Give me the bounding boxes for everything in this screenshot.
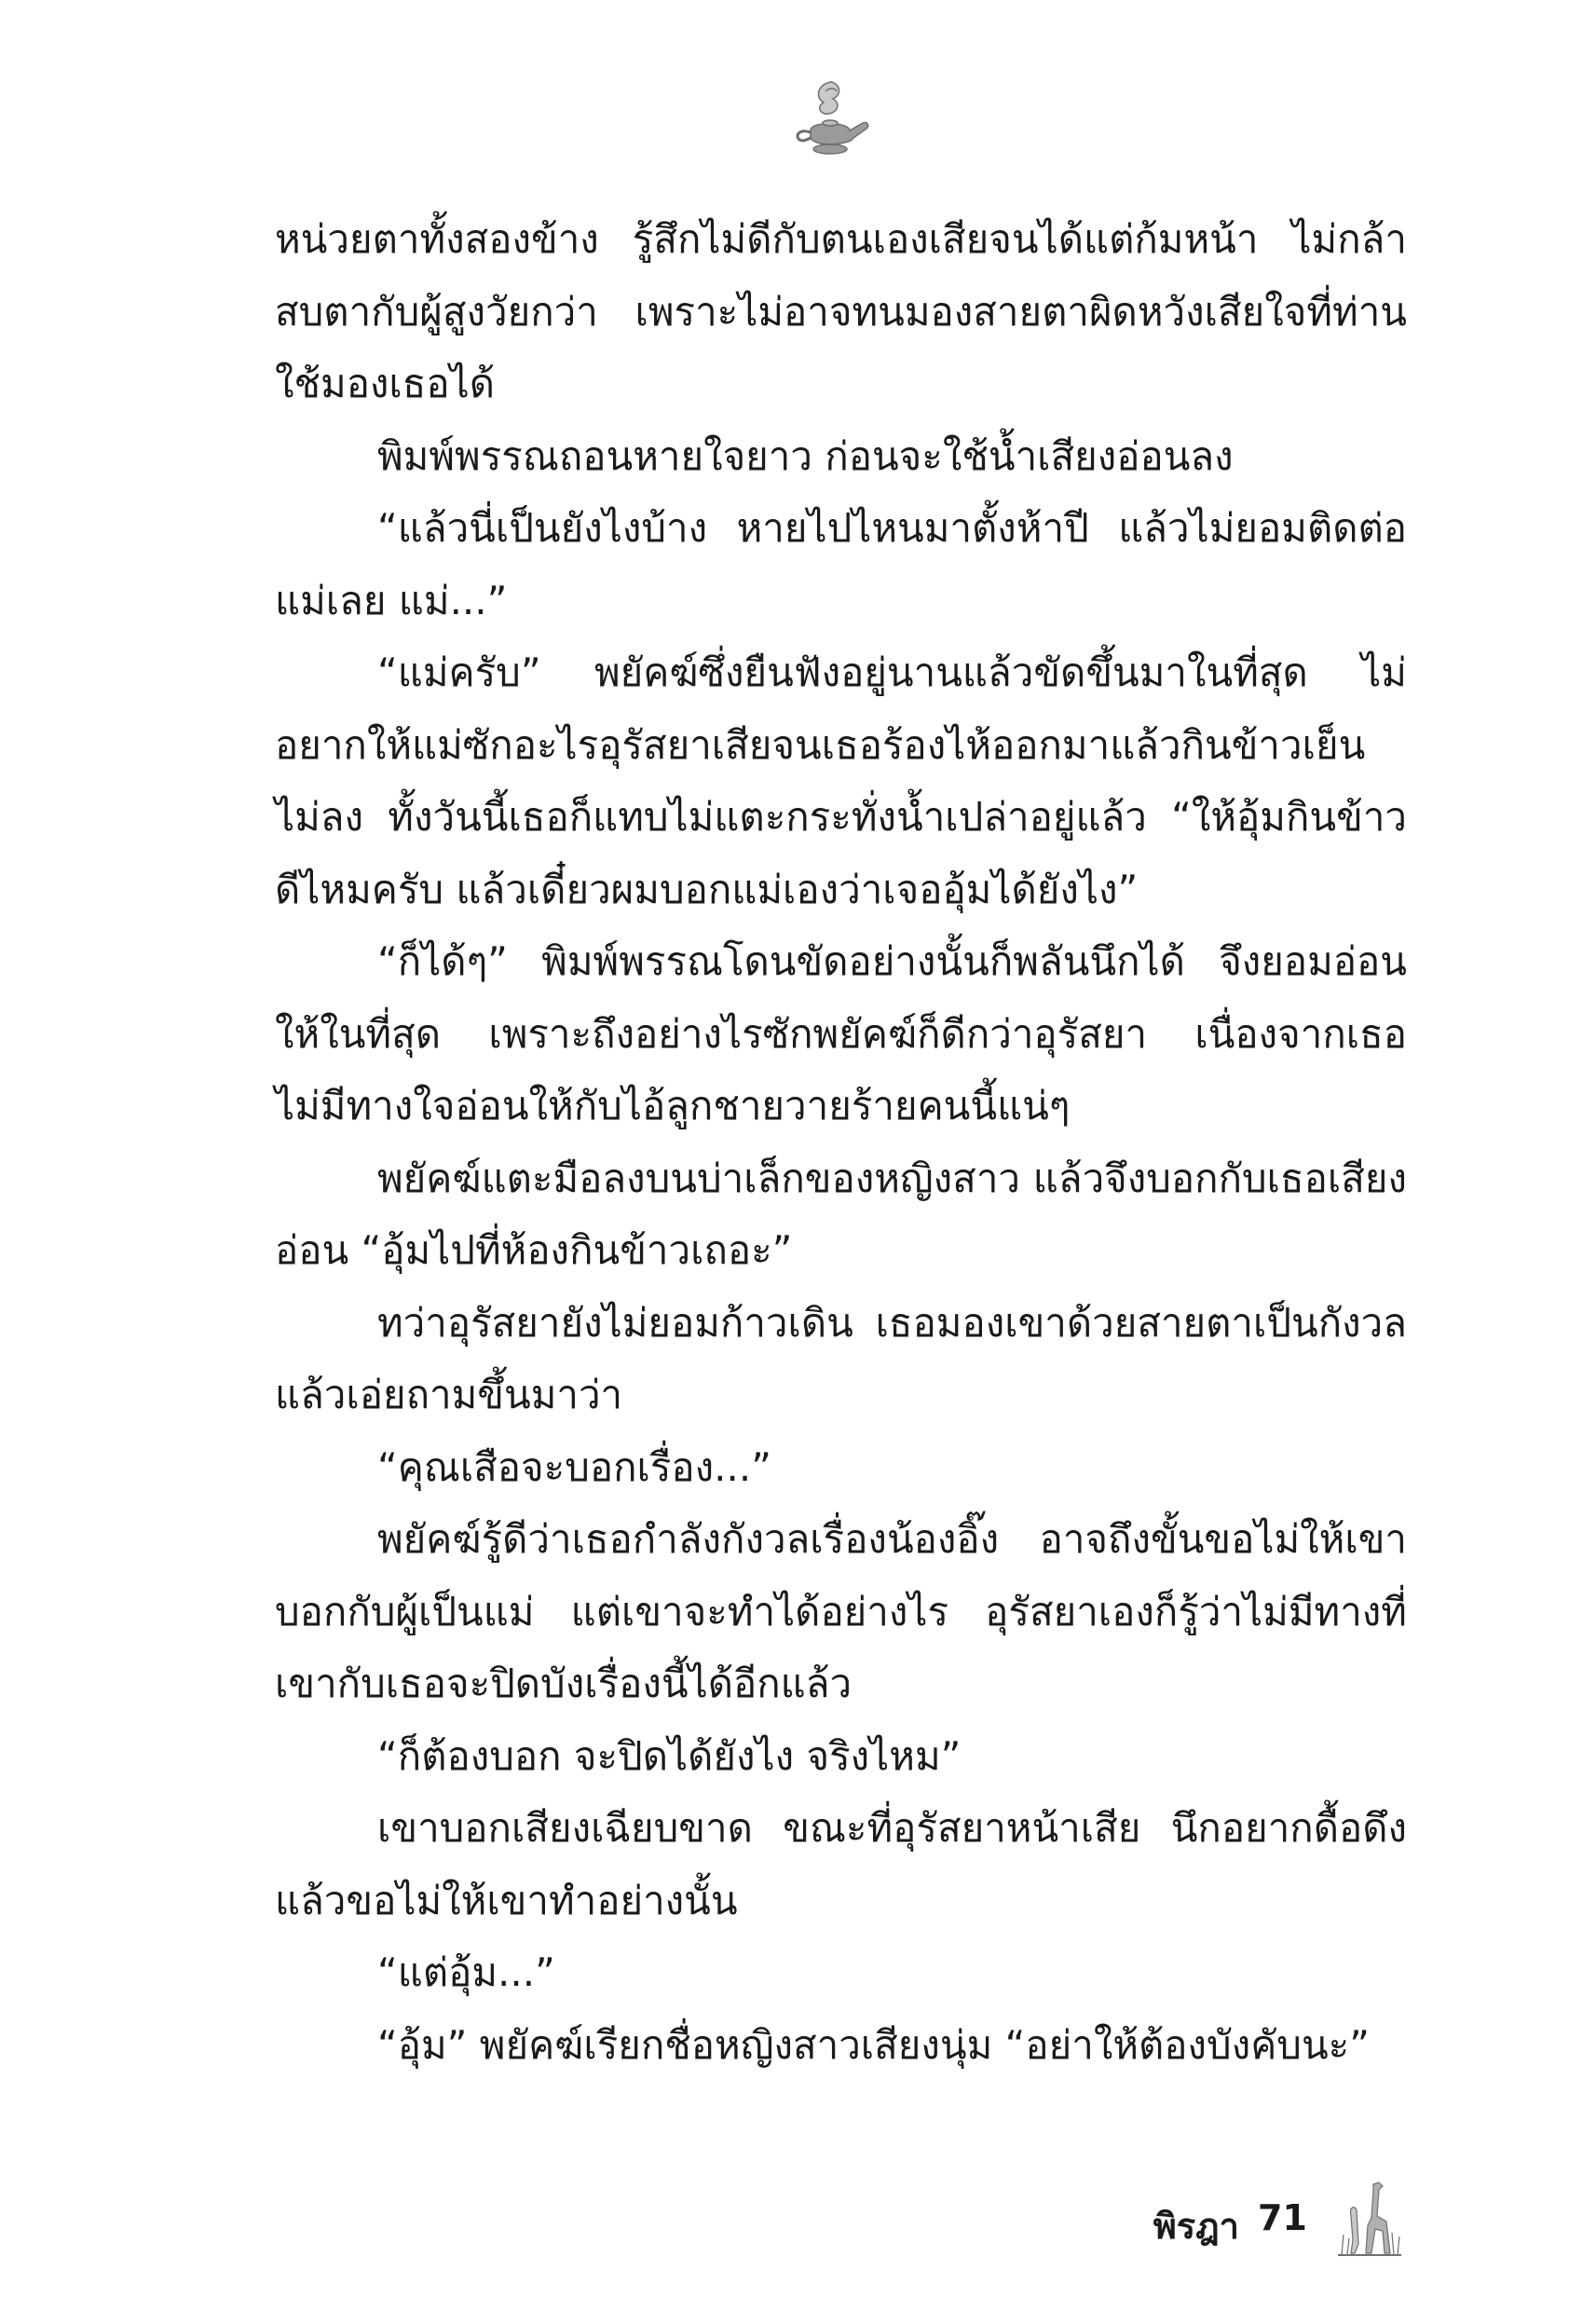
- paragraph: “แต่อุ้ม...”: [377, 1949, 555, 1995]
- book-title: พิรฎา: [1153, 2206, 1239, 2247]
- paragraph: หน่วยตาทั้งสองข้าง รู้สึกไม่ดีกับตนเองเสียจนได้แต่ก้มหน้า ไม่กล้าสบตากับผู้สูงวัยกว่า เพราะไม่อาจทนมองสายตาผิดหวังเสียใจที่ท่านใช้มองเธอได้: [275, 216, 1407, 406]
- body-text: [275, 203, 1407, 2081]
- paragraph: “แล้วนี่เป็นยังไงบ้าง หายไปไหนมาตั้งห้าปี แล้วไม่ยอมติดต่อแม่เลย แม่...”: [275, 505, 1407, 623]
- paragraph: “คุณเสือจะบอกเรื่อง...”: [377, 1443, 771, 1490]
- paragraph: “ก็ได้ๆ” พิมพ์พรรณโดนขัดอย่างนั้นก็พลันนึกได้ จึงยอมอ่อนให้ในที่สุด เพราะถึงอย่างไรซักพยัคฆ์ก็ดีกว่าอุรัสยา เนื่องจากเธอไม่มีทางใจอ่อนให้กับไอ้ลูกชายวายร้ายคนนี้แน่ๆ: [275, 938, 1407, 1128]
- page-number: 71: [1258, 2197, 1307, 2238]
- paragraph: พิมพ์พรรณถอนหายใจยาว ก่อนจะใช้น้ำเสียงอ่อนลง: [377, 432, 1234, 479]
- page-footer: [1099, 2179, 1416, 2263]
- genie-lamp-icon: [773, 75, 885, 168]
- paragraph: ทว่าอุรัสยายังไม่ยอมก้าวเดิน เธอมองเขาด้วยสายตาเป็นกังวลแล้วเอ่ยถามขึ้นมาว่า: [275, 1299, 1407, 1417]
- paragraph: “อุ้ม” พยัคฆ์เรียกชื่อหญิงสาวเสียงนุ่ม “อย่าให้ต้องบังคับนะ”: [377, 2021, 1370, 2068]
- paragraph: เขาบอกเสียงเฉียบขาด ขณะที่อุรัสยาหน้าเสีย นึกอยากดื้อดึงแล้วขอไม่ให้เขาทำอย่างนั้น: [275, 1805, 1407, 1923]
- paragraph: พยัคฆ์แตะมือลงบนบ่าเล็กของหญิงสาว แล้วจึงบอกกับเธอเสียงอ่อน “อุ้มไปที่ห้องกินข้าวเถอะ”: [275, 1155, 1407, 1273]
- giraffe-icon: [1332, 2179, 1407, 2263]
- paragraph: “แม่ครับ” พยัคฆ์ซึ่งยืนฟังอยู่นานแล้วขัดขึ้นมาในที่สุด ไม่อยากให้แม่ซักอะไรอุรัสยาเสียจนเธอร้องไห้ออกมาแล้วกินข้าวเย็นไม่ลง ทั้งวันนี้เธอก็แทบไม่แตะกระทั่งน้ำเปล่าอยู่แล้ว “ให้อุ้มกินข้าวดีไหมครับ แล้วเดี๋ยวผมบอกแม่เองว่าเจออุ้มได้ยังไง”: [275, 650, 1407, 912]
- paragraph: “ก็ต้องบอก จะปิดได้ยังไง จริงไหม”: [377, 1732, 962, 1779]
- paragraph: พยัคฆ์รู้ดีว่าเธอกำลังกังวลเรื่องน้องอิ๊ง อาจถึงขั้นขอไม่ให้เขาบอกกับผู้เป็นแม่ แต่เขาจะทำได้อย่างไร อุรัสยาเองก็รู้ว่าไม่มีทางที่เขากับเธอจะปิดบังเรื่องนี้ได้อีกแล้ว: [275, 1516, 1407, 1706]
